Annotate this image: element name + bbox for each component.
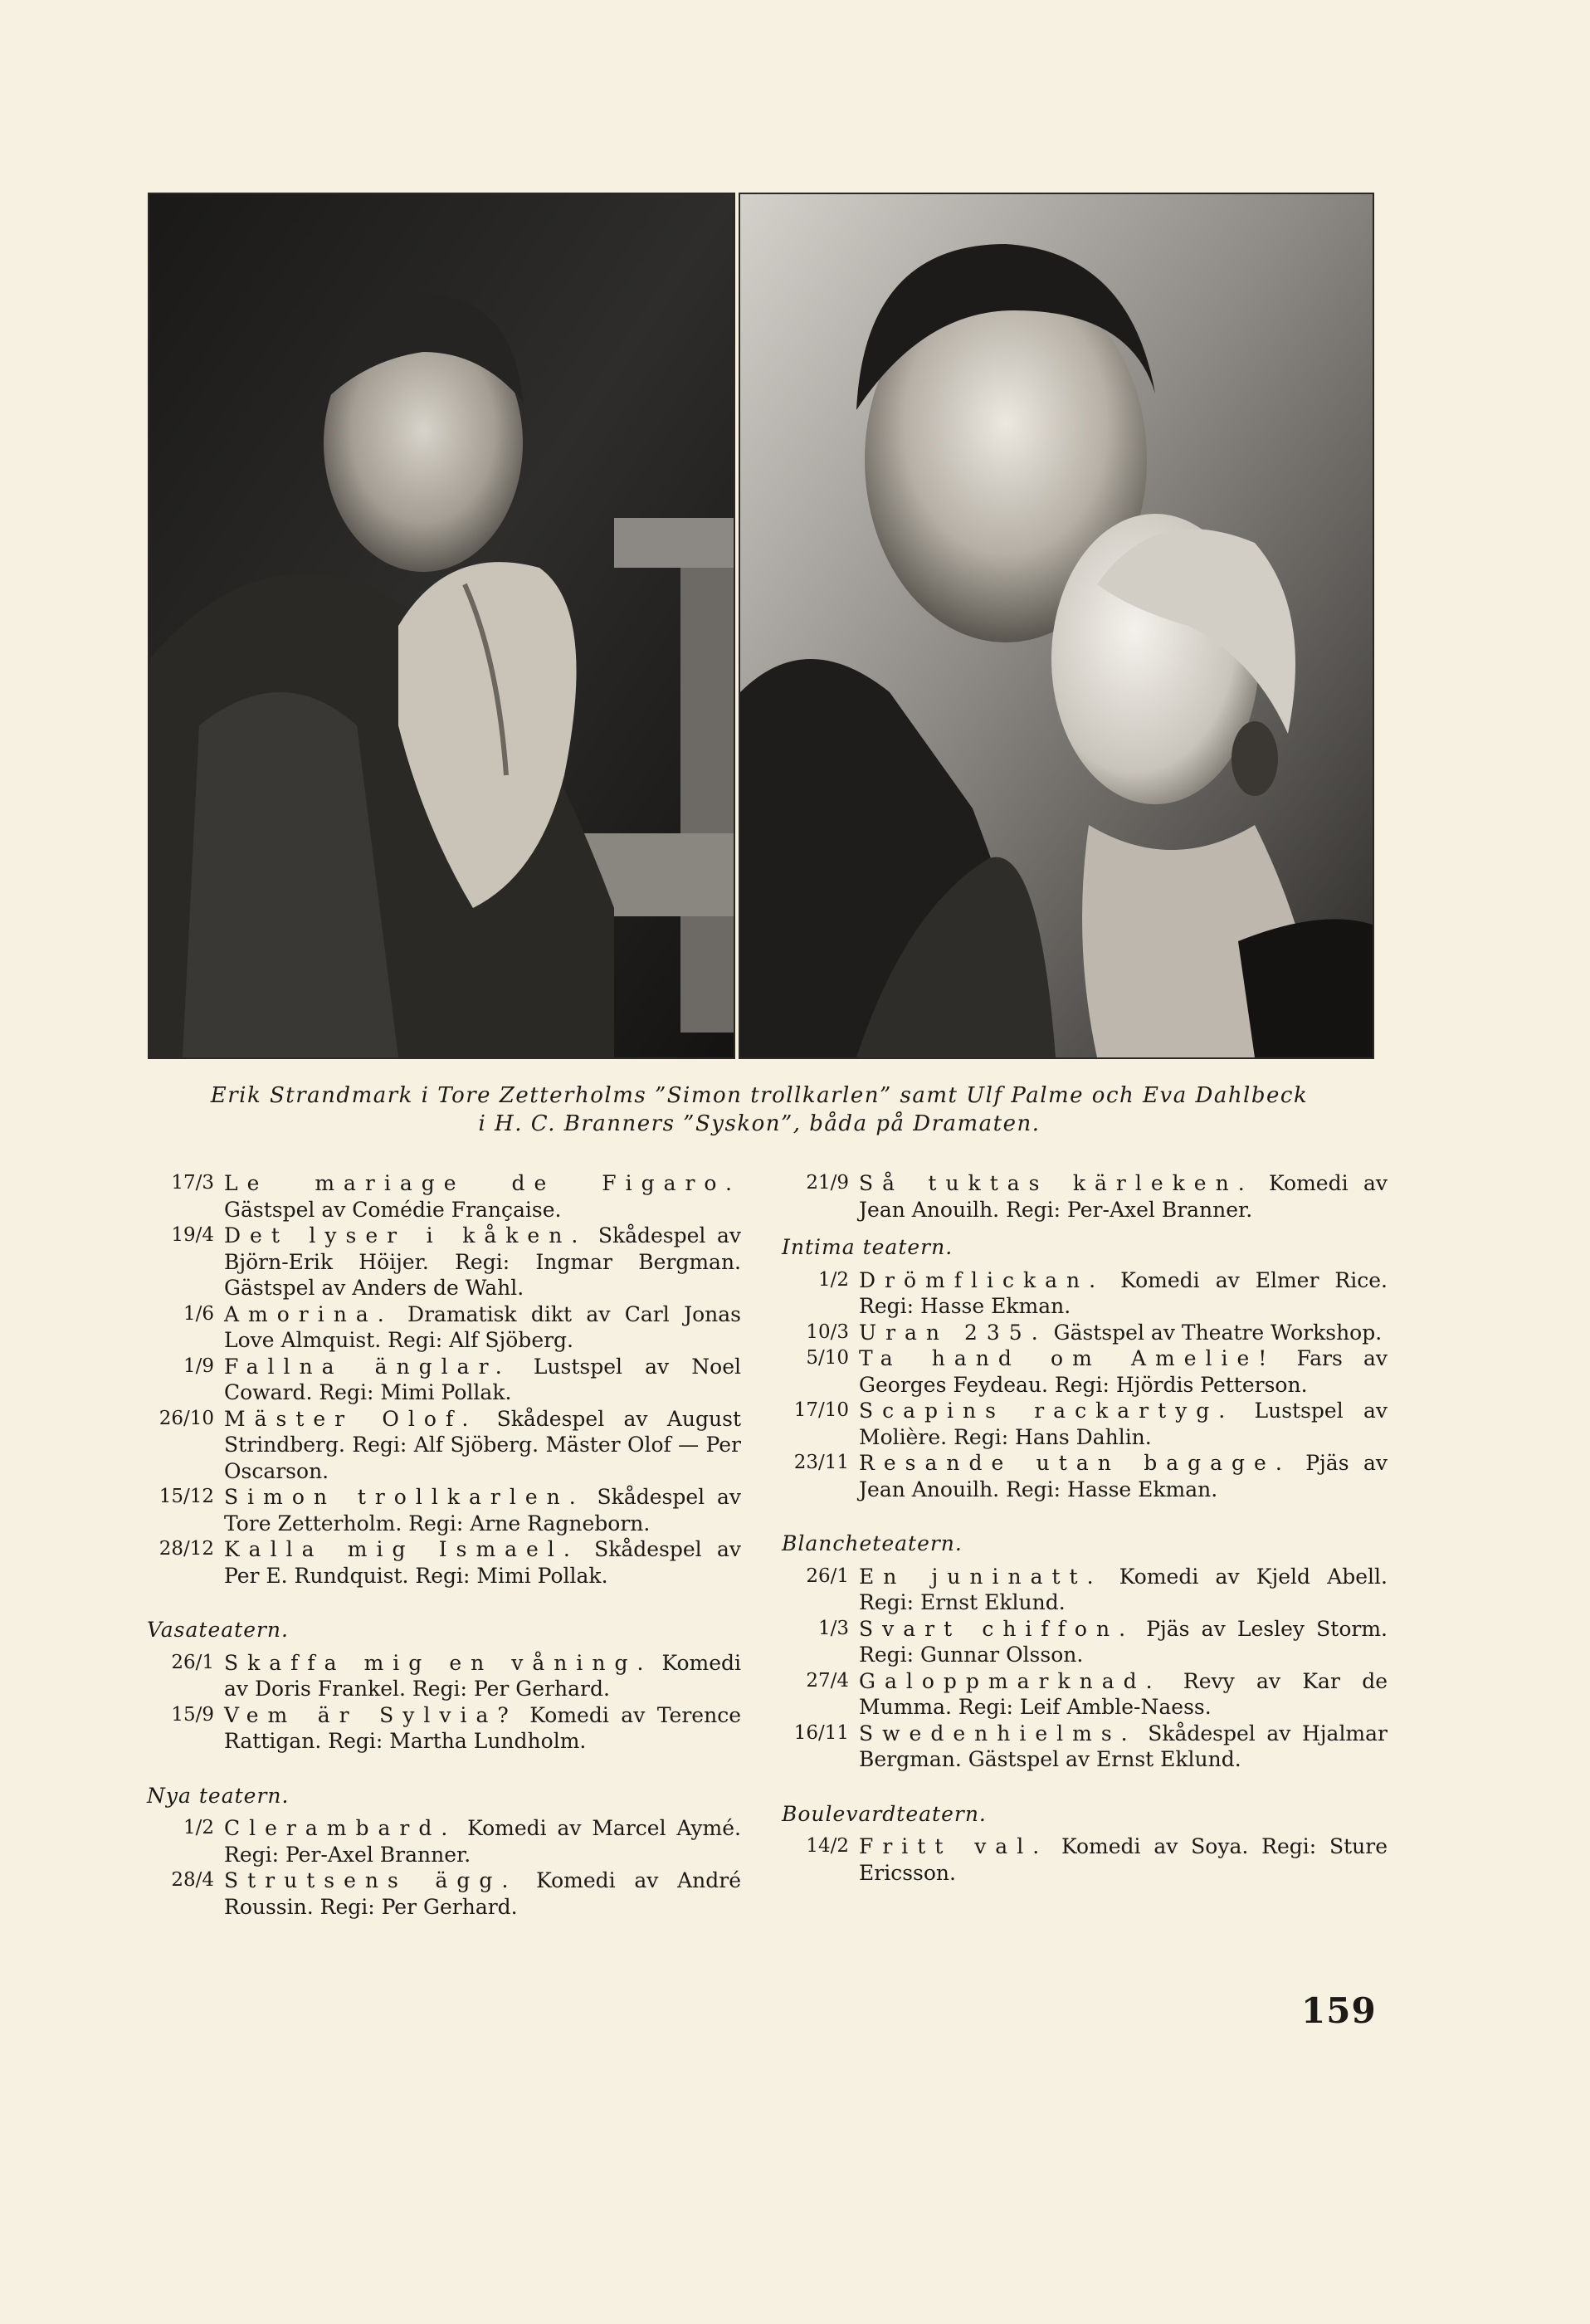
- entry-text: Lustspel av Noel Coward. Regi: Mimi Pollak.: [224, 1354, 741, 1404]
- list-item: [137, 1815, 741, 1868]
- entry-date: 27/4: [806, 1669, 849, 1692]
- entry-title: Simon trollkarlen.: [224, 1485, 585, 1509]
- section-heading-blancheteatern: Blancheteatern.: [782, 1531, 963, 1555]
- entry-date: 1/2: [183, 1817, 214, 1838]
- entry-text: Dramatisk dikt av Carl Jonas Love Almquist. Regi: Alf Sjöberg.: [224, 1301, 741, 1352]
- entry-title: Så tuktas kärleken.: [859, 1171, 1254, 1195]
- caption-line-2: i H. C. Branners ”Syskon”, båda på Dramaten.: [478, 1111, 1041, 1136]
- entry-title: Clerambard.: [224, 1816, 457, 1840]
- entry-text: Fars av Georges Feydeau. Regi: Hjördis Petterson.: [859, 1346, 1388, 1397]
- entry-date: 26/1: [171, 1651, 214, 1673]
- entry-text: Pjäs av Lesley Storm. Regi: Gunnar Olsson.: [859, 1616, 1388, 1667]
- entry-title: Le mariage de Figaro.: [224, 1171, 741, 1195]
- entry-text: Komedi av Doris Frankel. Regi: Per Gerhard.: [224, 1650, 741, 1701]
- entry-date: 23/11: [793, 1452, 849, 1473]
- entry-title: En juninatt.: [859, 1564, 1103, 1589]
- section-heading-nya-teatern: Nya teatern.: [147, 1783, 290, 1808]
- list-item: [772, 1170, 1388, 1223]
- list-item: [137, 1170, 741, 1223]
- list-item: [137, 1536, 741, 1589]
- list-item: [137, 1868, 741, 1920]
- boulevardteatern-list: [772, 1833, 1388, 1886]
- entry-date: 26/10: [159, 1407, 214, 1429]
- section-heading-intima-teatern: Intima teatern.: [782, 1235, 954, 1259]
- entry-text: Komedi av Soya. Regi: Sture Ericsson.: [859, 1834, 1388, 1885]
- entry-date: 16/11: [793, 1721, 849, 1744]
- entry-title: Mäster Olof.: [224, 1406, 478, 1431]
- entry-title: Vem är Sylvia?: [224, 1702, 518, 1727]
- section-heading-boulevardteatern: Boulevardteatern.: [782, 1801, 987, 1826]
- entry-text: Komedi av André Roussin. Regi: Per Gerhard.: [224, 1868, 741, 1919]
- dramaten-list: [137, 1170, 741, 1589]
- entry-date: 28/12: [159, 1538, 214, 1560]
- entry-date: 1/3: [817, 1617, 849, 1639]
- caption-line-1: Erik Strandmark i Tore Zetterholms ”Simon trollkarlen” samt Ulf Palme och Eva Dahlbeck: [210, 1083, 1309, 1108]
- entry-title: Kalla mig Ismael.: [224, 1537, 579, 1561]
- entry-text: Skådespel av August Strindberg. Regi: Alf Sjöberg. Mäster Olof — Per Oscarson.: [224, 1406, 741, 1483]
- entry-date: 15/12: [159, 1486, 214, 1507]
- entry-text: Komedi av Terence Rattigan. Regi: Martha Lundholm.: [224, 1702, 741, 1753]
- list-item: [772, 1721, 1388, 1773]
- list-item: [772, 1398, 1388, 1450]
- photo-left-image: [149, 194, 734, 1057]
- entry-title: Fallna änglar.: [224, 1354, 511, 1379]
- entry-text: Revy av Kar de Mumma. Regi: Leif Amble-Naess.: [859, 1668, 1388, 1719]
- entry-title: Strutsens ägg.: [224, 1868, 518, 1892]
- entry-title: Fritt val.: [859, 1834, 1049, 1858]
- list-item: [772, 1267, 1388, 1320]
- photo-right-image: [740, 194, 1373, 1057]
- entry-date: 5/10: [806, 1347, 849, 1369]
- list-item: [137, 1650, 741, 1702]
- list-item: [772, 1450, 1388, 1502]
- entry-title: Uran 235.: [859, 1320, 1047, 1345]
- blancheteatern-list: [772, 1564, 1388, 1773]
- entry-title: Det lyser i kåken.: [224, 1223, 588, 1247]
- entry-text: Lustspel av Molière. Regi: Hans Dahlin.: [859, 1399, 1388, 1449]
- entry-title: Skaffa mig en våning.: [224, 1650, 653, 1675]
- list-item: [772, 1345, 1388, 1398]
- entry-text: Skådespel av Hjalmar Bergman. Gästspel av Ernst Eklund.: [859, 1721, 1388, 1771]
- entry-text: Komedi av Elmer Rice. Regi: Hasse Ekman.: [859, 1267, 1388, 1318]
- entry-text: Skådespel av Tore Zetterholm. Regi: Arne Ragneborn.: [224, 1485, 742, 1536]
- entry-text: Skådespel av Björn-Erik Höijer. Regi: Ingmar Bergman. Gästspel av Anders de Wahl.: [224, 1223, 741, 1300]
- list-item: [137, 1301, 741, 1354]
- entry-title: Swedenhielms.: [859, 1721, 1137, 1745]
- entry-date: 21/9: [806, 1172, 849, 1194]
- entry-date: 10/3: [806, 1321, 849, 1343]
- dramaten-continued-list: [772, 1170, 1388, 1223]
- nya-teatern-list: [137, 1815, 741, 1920]
- entry-date: 19/4: [171, 1224, 214, 1246]
- list-item: [772, 1616, 1388, 1668]
- list-item: [772, 1668, 1388, 1721]
- entry-date: 15/9: [171, 1703, 214, 1726]
- list-item: [137, 1702, 741, 1755]
- entry-text: Komedi av Kjeld Abell. Regi: Ernst Eklund.: [859, 1564, 1388, 1614]
- entry-date: 17/3: [171, 1172, 214, 1194]
- entry-title: Galoppmarknad.: [859, 1668, 1162, 1693]
- entry-title: Amorina.: [224, 1301, 393, 1326]
- entry-text: Gästspel av Comédie Française.: [224, 1197, 562, 1222]
- right-column: [772, 1170, 1388, 1886]
- entry-text: Komedi av Marcel Aymé. Regi: Per-Axel Branner.: [224, 1816, 741, 1867]
- list-item: [137, 1484, 741, 1536]
- page-number: 159: [1301, 1990, 1377, 2031]
- section-heading-vasateatern: Vasateatern.: [147, 1618, 289, 1642]
- vasateatern-list: [137, 1650, 741, 1755]
- entry-text: Skådespel av Per E. Rundquist. Regi: Mimi Pollak.: [224, 1537, 741, 1588]
- photo-erik-strandmark: [148, 193, 735, 1059]
- entry-date: 1/2: [817, 1268, 849, 1291]
- entry-title: Ta hand om Amelie!: [859, 1346, 1276, 1370]
- entry-date: 26/1: [806, 1565, 849, 1587]
- entry-text: Komedi av Jean Anouilh. Regi: Per-Axel Branner.: [859, 1171, 1388, 1222]
- intima-teatern-list: [772, 1267, 1388, 1503]
- list-item: [772, 1833, 1388, 1886]
- photo-ulf-palme-eva-dahlbeck: [739, 193, 1374, 1059]
- list-item: [137, 1406, 741, 1485]
- list-item: [772, 1564, 1388, 1616]
- entry-date: 14/2: [806, 1835, 849, 1857]
- entry-title: Svart chiffon.: [859, 1616, 1135, 1641]
- photo-caption: [148, 1081, 1371, 1138]
- left-column: [137, 1170, 741, 1920]
- entry-date: 28/4: [171, 1869, 214, 1891]
- list-item: [137, 1223, 741, 1301]
- entry-title: Drömflickan.: [859, 1267, 1105, 1292]
- entry-title: Scapins rackartyg.: [859, 1399, 1235, 1423]
- entry-text: Pjäs av Jean Anouilh. Regi: Hasse Ekman.: [859, 1451, 1388, 1501]
- list-item: [772, 1320, 1388, 1346]
- entry-date: 1/9: [183, 1355, 214, 1377]
- list-item: [137, 1354, 741, 1406]
- entry-date: 17/10: [793, 1399, 849, 1421]
- entry-date: 1/6: [183, 1302, 214, 1325]
- entry-text: Gästspel av Theatre Workshop.: [1053, 1320, 1383, 1345]
- entry-title: Resande utan bagage.: [859, 1451, 1291, 1475]
